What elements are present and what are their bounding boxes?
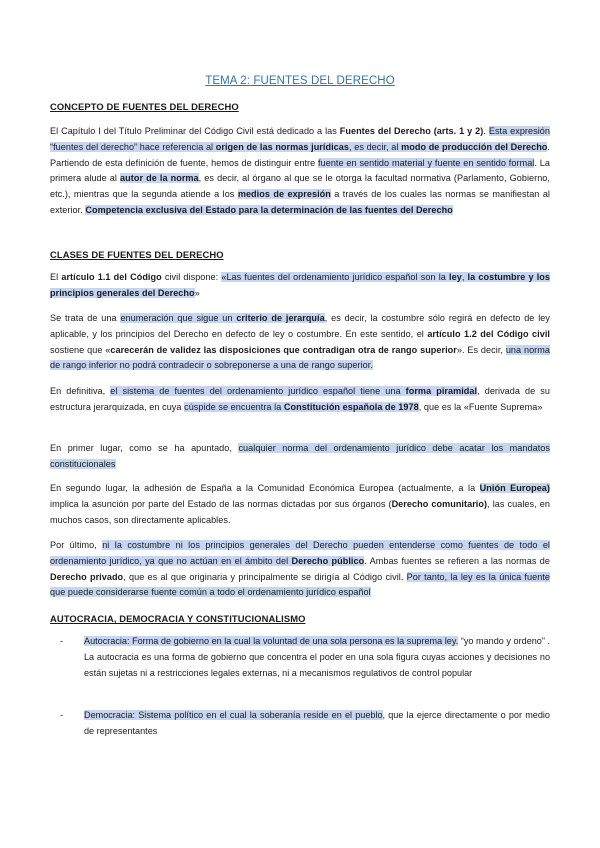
p1-bold: origen de las normas jurídicas (215, 141, 349, 152)
p3-bold: artículo 1.2 del Código civil (427, 328, 550, 339)
p1-bold: modo de producción del Derecho (401, 141, 548, 152)
p4-highlight (184, 402, 419, 412)
p3-text: enumeración que sigue un (120, 313, 237, 323)
p2-text: «Las fuentes del ordenamiento jurídico español son la (221, 272, 450, 282)
p6-bold: Unión Europea) (479, 483, 550, 493)
p3-text: , es decir, la costumbre sólo regirá en defecto de ley aplicable, y los principios del Derecho en defecto de ley o costumbre. En este sentido, el (50, 313, 550, 339)
p1-bold: Competencia exclusiva del Estado para la determinación de las fuentes del Derecho (85, 204, 453, 215)
p7-bold: Derecho privado (50, 571, 124, 582)
p1-text: . (483, 126, 489, 136)
paragraph-concepto (50, 124, 550, 219)
p3-text: Se trata de una (50, 313, 121, 323)
p4-text: , derivada de su estructura jerarquizada, en cuya (50, 386, 550, 412)
bullet-text-rest: , que la ejerce directamente o por medio de representantes (84, 710, 550, 736)
p4-text: cúspide se encuentra la (184, 401, 284, 412)
bullet-text (84, 634, 550, 681)
p4-highlight (110, 386, 477, 396)
p7-bold: Derecho público (291, 555, 365, 566)
p4-text: el sistema de fuentes del ordenamiento jurídico español tiene una (110, 386, 406, 396)
bullet-text (84, 708, 550, 740)
bullet-highlight: Autocracia: Forma de gobierno en la cual la voluntad de una sola persona es la suprema ley. (84, 636, 459, 646)
p1-bold: autor de la norma (120, 173, 199, 184)
p7-text: ni la costumbre ni los principios generales del Derecho pueden entenderse como fuentes de todo el ordenamiento jurídico, ya que no actúan en el ámbito del (50, 540, 550, 566)
p1-text: a través de los cuales las normas se manifiestan al exterior. (50, 189, 550, 215)
p1-text: . Partiendo de esta definición de fuente, hemos de distinguir entre (50, 141, 550, 168)
p1-bold: medios de expresión (237, 189, 331, 200)
heading-concepto: CONCEPTO DE FUENTES DEL DERECHO (50, 101, 239, 112)
p2-text: civil dispone: (161, 272, 222, 282)
p3-highlight: una norma de rango inferior no podrá contradecir o sobreponerse a una de rango superior. (50, 344, 550, 371)
p1-text: , es decir, al (348, 141, 402, 152)
p7-text: , que es al que originaria y principalmente se dirigía al Código civil. (123, 571, 407, 582)
p6-text: En segundo lugar, la adhesión de España a la Comunidad Económica Europea (actualmente, a la (50, 483, 480, 493)
p5-text: En primer lugar, como se ha apuntado, (50, 443, 239, 453)
p4-bold: Constitución española de 1978 (283, 401, 419, 412)
p2-text: El (50, 272, 62, 282)
bullet-dash: - (60, 636, 64, 646)
p2-bold: ley (449, 272, 462, 282)
bullet-text-rest: “yo mando y ordeno” . La autocracia es una forma de gobierno que concentra el poder en una sola figura cuyas acciones y decisiones no están sujetas ni a restricciones legales externas, ni a mecanismos regulativos de control popular (84, 636, 550, 678)
heading-clases: CLASES DE FUENTES DEL DERECHO (50, 249, 224, 260)
bullet-dash: - (60, 710, 64, 720)
p7-text: Por último, (50, 540, 103, 550)
p4-text: , que es la «Fuente Suprema» (418, 401, 543, 412)
list-item-democracia (50, 708, 550, 740)
list-item-autocracia (50, 634, 550, 681)
p6-text: implica la asunción por parte del Estado de las normas dictadas por sus órganos ( (50, 498, 392, 509)
p3-text: ». Es decir, (456, 344, 506, 355)
p2-bold: artículo 1.1 del Código (61, 272, 162, 282)
p7-text: . Ambas fuentes se refieren a las normas de (364, 555, 551, 566)
p3-text: sostiene que « (50, 344, 111, 355)
bullet-highlight: Democracia: Sistema político en el cual la soberanía reside en el pueblo (84, 710, 383, 720)
p1-text: El Capítulo I del Título Preliminar del Código Civil está dedicado a las (50, 126, 340, 136)
p1-text: . La primera alude al (50, 157, 550, 184)
paragraph-piramide (50, 384, 550, 416)
p4-text: En definitiva, (50, 386, 111, 396)
p1-text: Esta expresión “fuentes del derecho” hace referencia al (50, 126, 551, 152)
p2-text: , (461, 272, 468, 282)
p1-highlight: fuente en sentido material y fuente en sentido formal (318, 157, 535, 168)
p3-bold: criterio de jerarquía (236, 313, 325, 323)
paragraph-por-ultimo (50, 538, 550, 601)
p1-text: , es decir, al órgano al que se le otorga la facultad normativa (Parlamento, Gobierno, etc.), mientras que la segunda atiende a los (50, 173, 550, 200)
p4-bold: forma piramidal (405, 386, 478, 396)
p7-highlight: Por tanto, la ley es la única fuente que puede considerarse fuente común a todo el ordenamiento jurídico español (50, 571, 550, 598)
p2-text: » (194, 287, 200, 298)
paragraph-jerarquia (50, 311, 550, 374)
paragraph-segundo-lugar (50, 481, 550, 528)
p5-highlight: cualquier norma del ordenamiento jurídico debe acatar los mandatos constitucionales (50, 443, 550, 469)
p6-bold: Derecho comunitario) (391, 498, 488, 509)
p1-bold: Fuentes del Derecho (arts. 1 y 2) (339, 126, 484, 136)
paragraph-primer-lugar (50, 441, 550, 473)
heading-autocracia: AUTOCRACIA, DEMOCRACIA Y CONSTITUCIONALISMO (50, 613, 306, 624)
p2-bold: la costumbre y los principios generales del Derecho (50, 272, 551, 298)
p6-text: , las cuales, en muchos casos, son directamente aplicables. (50, 498, 550, 525)
p3-highlight (120, 313, 324, 323)
p3-bold: carecerán de validez las disposiciones que contradigan otra de rango superior (110, 344, 457, 355)
paragraph-articulo-1-1 (50, 270, 550, 302)
document-title: TEMA 2: FUENTES DEL DERECHO (205, 75, 395, 87)
